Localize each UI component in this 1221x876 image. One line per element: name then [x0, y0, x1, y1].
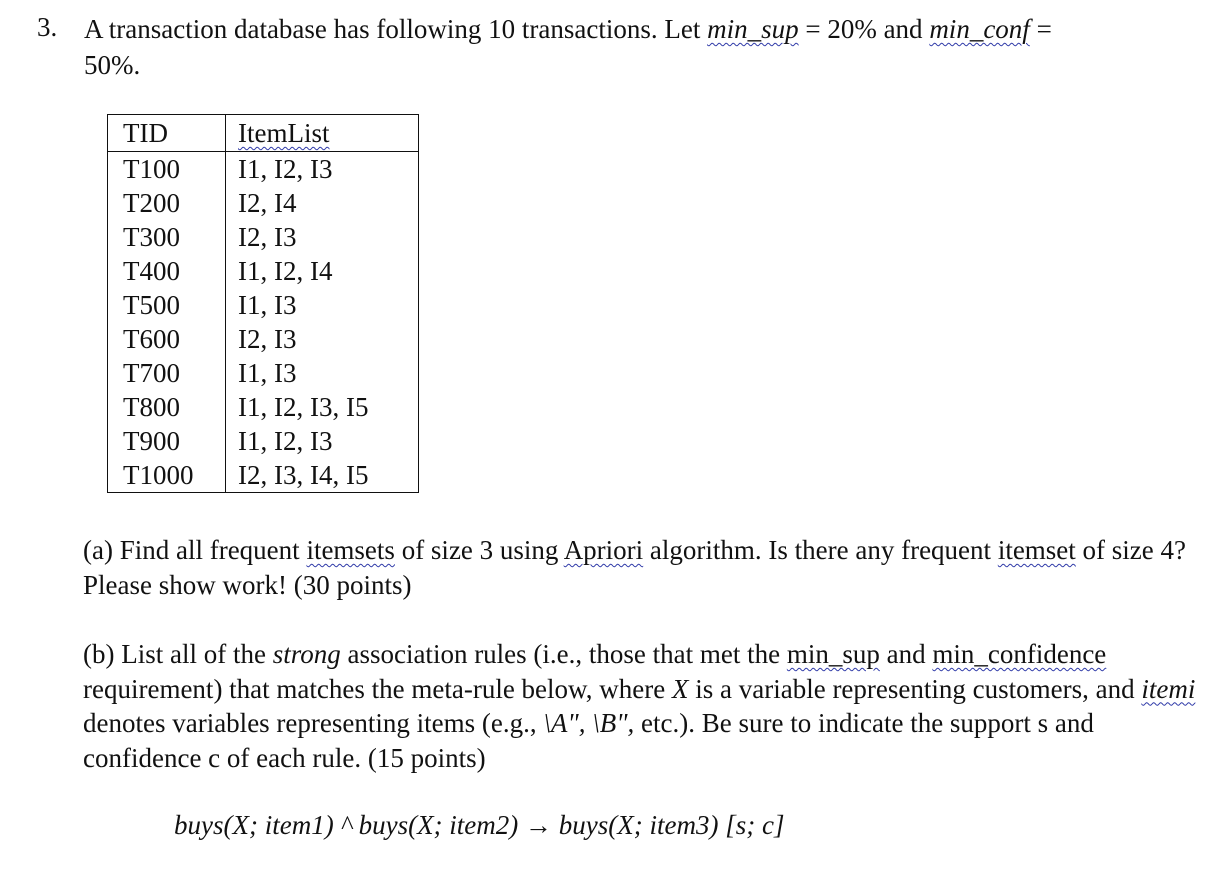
part-b-text: (b) List all of the: [83, 639, 273, 669]
part-a-text: algorithm. Is there any frequent: [643, 535, 998, 565]
itemlist-cell: I2, I3: [238, 324, 297, 354]
itemlist-cell: I1, I3: [238, 290, 297, 320]
question-number: 3.: [37, 12, 58, 42]
transaction-table: [107, 114, 419, 493]
tid-cell: T200: [108, 186, 226, 220]
table-row: [108, 322, 419, 356]
intro-text-2: = 20% and: [798, 14, 930, 44]
table-row: [108, 390, 419, 424]
header-tid: TID: [108, 115, 226, 152]
tid-cell: T800: [108, 390, 226, 424]
term-min-confidence: min_confidence: [932, 639, 1107, 669]
part-a-text: (a) Find all frequent: [83, 535, 307, 565]
tid-cell: T700: [108, 356, 226, 390]
meta-rule: buys(X; item1) ^ buys(X; item2) → buys(X; item3) [s; c]: [174, 810, 785, 840]
var-x: X: [672, 673, 689, 704]
part-b-text: association rules (i.e., those that met the: [340, 639, 787, 669]
itemlist-cell: I1, I2, I3: [238, 154, 333, 184]
table-row: [108, 220, 419, 254]
itemlist-cell: I2, I3: [238, 222, 297, 252]
part-b-text: etc.). Be sure to indicate the support s and confidence c of each rule. (15 points): [83, 708, 1094, 773]
itemlist-cell: I2, I3, I4, I5: [238, 460, 369, 490]
question-intro: [84, 12, 1052, 46]
tid-cell: T400: [108, 254, 226, 288]
example-b: \B",: [592, 708, 635, 738]
tid-cell: T100: [108, 152, 226, 187]
itemlist-cell: I1, I2, I3: [238, 426, 333, 456]
itemlist-cell: I1, I3: [238, 358, 297, 388]
part-b-text: requirement) that matches the meta-rule below, where: [83, 673, 672, 704]
table-row: [108, 288, 419, 322]
part-a-text: of size 3 using: [394, 535, 564, 565]
tid-cell: T300: [108, 220, 226, 254]
min-conf-term: min_conf: [929, 14, 1030, 44]
part-b-paragraph: [83, 637, 1203, 775]
question-intro-line2: 50%.: [84, 50, 141, 80]
table-row: [108, 152, 419, 187]
tid-cell: T600: [108, 322, 226, 356]
term-apriori: Apriori: [563, 535, 644, 565]
part-b-text: is a variable representing customers, and: [688, 673, 1142, 704]
min-sup-term: min_sup: [707, 14, 799, 44]
itemlist-cell: I1, I2, I4: [238, 256, 333, 286]
table-row: [108, 254, 419, 288]
itemlist-cell: I2, I4: [238, 188, 297, 218]
part-a-text: of size 4? Please show work! (30 points): [83, 535, 1186, 600]
itemlist-cell: I1, I2, I3, I5: [238, 392, 369, 422]
part-a-paragraph: [83, 533, 1203, 602]
table-header-row: [108, 115, 419, 152]
tid-cell: T1000: [108, 458, 226, 493]
term-min-sup: min_sup: [786, 639, 880, 669]
example-a: \A",: [543, 708, 586, 738]
tid-cell: T500: [108, 288, 226, 322]
table-row: [108, 356, 419, 390]
part-b-text: and: [879, 639, 933, 669]
table-row: [108, 458, 419, 493]
intro-text-1: A transaction database has following 10 transactions. Let: [84, 14, 708, 44]
intro-text-3: =: [1029, 14, 1052, 44]
tid-cell: T900: [108, 424, 226, 458]
term-itemi: itemi: [1141, 673, 1196, 704]
term-itemsets: itemsets: [306, 535, 395, 565]
term-strong: strong: [272, 639, 341, 669]
table-row: [108, 424, 419, 458]
header-itemlist: ItemList: [238, 118, 330, 148]
term-itemset: itemset: [997, 535, 1076, 565]
part-b-text: denotes variables representing items (e.g.,: [83, 708, 544, 738]
table-row: [108, 186, 419, 220]
